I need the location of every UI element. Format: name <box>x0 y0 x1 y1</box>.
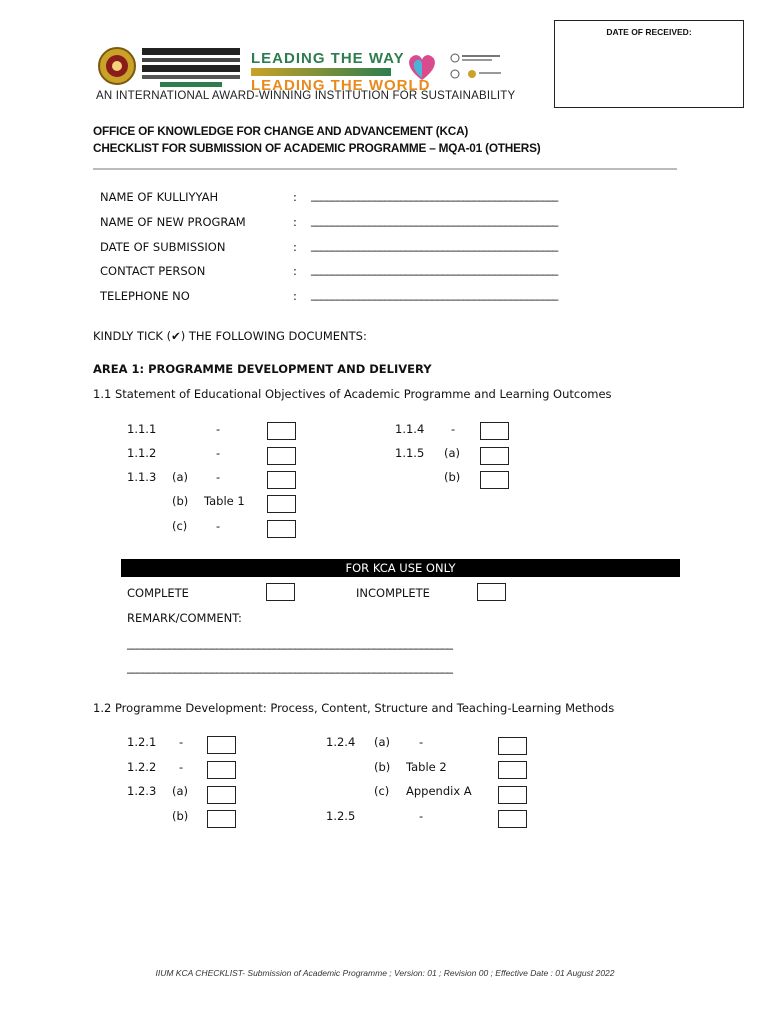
checkbox-1-2-5[interactable] <box>498 810 527 828</box>
header-divider <box>93 168 677 170</box>
remark-label: REMARK/COMMENT: <box>127 611 242 625</box>
field-label-submission-date: DATE OF SUBMISSION <box>100 240 226 254</box>
item-sub-a: (a) <box>172 470 189 484</box>
section-1-2-title: 1.2 Programme Development: Process, Content, Structure and Teaching-Learning Methods <box>93 701 615 715</box>
date-received-label: DATE OF RECEIVED: <box>606 27 692 37</box>
checkbox-1-2-4a[interactable] <box>498 737 527 755</box>
item-number: 1.2.5 <box>326 809 356 823</box>
item-number: 1.2.4 <box>326 735 356 749</box>
item-sub-a: (a) <box>172 784 189 798</box>
item-number: 1.1.1 <box>127 422 157 436</box>
complete-checkbox[interactable] <box>266 583 295 601</box>
page-footer: IIUM KCA CHECKLIST- Submission of Academic Programme ; Version: 01 ; Revision 00 ; Effective Date : 01 August 2022 <box>155 968 615 978</box>
date-received-box <box>554 20 744 108</box>
complete-label: COMPLETE <box>127 586 189 600</box>
item-dash: - <box>179 760 184 774</box>
item-sub-b: (b) <box>172 494 189 508</box>
checkbox-1-1-5a[interactable] <box>480 447 509 465</box>
checkbox-1-2-4b[interactable] <box>498 761 527 779</box>
checkbox-1-1-2[interactable] <box>267 447 296 465</box>
field-colon: : <box>293 240 297 254</box>
section-1-1-title: 1.1 Statement of Educational Objectives of Academic Programme and Learning Outcomes <box>93 387 612 401</box>
checkbox-1-1-3a[interactable] <box>267 471 296 489</box>
field-label-contact: CONTACT PERSON <box>100 264 206 278</box>
checkbox-1-2-1[interactable] <box>207 736 236 754</box>
item-appendix-ref: Appendix A <box>406 784 472 798</box>
field-colon: : <box>293 264 297 278</box>
field-label-kulliyyah: NAME OF KULLIYYAH <box>100 190 219 204</box>
checkbox-1-1-3b[interactable] <box>267 495 296 513</box>
checkbox-1-1-5b[interactable] <box>480 471 509 489</box>
item-table-ref: Table 2 <box>406 760 447 774</box>
incomplete-label: INCOMPLETE <box>356 586 430 600</box>
contact-blank[interactable]: _______________________________________________ <box>311 262 558 276</box>
item-dash: - <box>216 422 221 436</box>
item-sub-c: (c) <box>172 519 188 533</box>
slogan-line-2: LEADING THE WORLD <box>251 77 431 94</box>
item-dash: - <box>419 809 424 823</box>
institution-tagline: AN INTERNATIONAL AWARD-WINNING INSTITUTION FOR SUSTAINABILITY <box>96 90 516 102</box>
partner-logos <box>449 52 505 86</box>
kulliyyah-blank[interactable]: _______________________________________________ <box>311 188 558 202</box>
program-blank[interactable]: _______________________________________________ <box>311 213 558 227</box>
checkbox-1-2-3a[interactable] <box>207 786 236 804</box>
item-number: 1.2.2 <box>127 760 157 774</box>
item-number: 1.2.3 <box>127 784 157 798</box>
field-colon: : <box>293 289 297 303</box>
item-number: 1.1.5 <box>395 446 425 460</box>
item-sub-b: (b) <box>374 760 391 774</box>
item-dash: - <box>179 735 184 749</box>
area1-title: AREA 1: PROGRAMME DEVELOPMENT AND DELIVERY <box>93 362 432 376</box>
checklist-title: CHECKLIST FOR SUBMISSION OF ACADEMIC PROGRAMME – MQA-01 (OTHERS) <box>93 141 541 155</box>
item-sub-a: (a) <box>374 735 391 749</box>
field-label-program: NAME OF NEW PROGRAM <box>100 215 246 229</box>
heart-logo <box>404 52 440 82</box>
tick-instructions: KINDLY TICK (✔) THE FOLLOWING DOCUMENTS: <box>93 329 367 343</box>
checkbox-1-2-3b[interactable] <box>207 810 236 828</box>
item-dash: - <box>216 519 221 533</box>
field-colon: : <box>293 190 297 204</box>
telephone-blank[interactable]: _______________________________________________ <box>311 287 558 301</box>
slogan-divider <box>251 68 391 76</box>
item-sub-a: (a) <box>444 446 461 460</box>
item-dash: - <box>216 470 221 484</box>
university-arabic-logotype <box>140 46 242 88</box>
item-number: 1.1.3 <box>127 470 157 484</box>
incomplete-checkbox[interactable] <box>477 583 506 601</box>
checkbox-1-1-4[interactable] <box>480 422 509 440</box>
item-number: 1.1.2 <box>127 446 157 460</box>
remark-line[interactable]: ______________________________________________________________ <box>127 636 453 650</box>
item-number: 1.1.4 <box>395 422 425 436</box>
checkbox-1-1-1[interactable] <box>267 422 296 440</box>
kca-use-only-bar: FOR KCA USE ONLY <box>121 559 680 577</box>
submission-date-blank[interactable]: _______________________________________________ <box>311 238 558 252</box>
item-sub-c: (c) <box>374 784 390 798</box>
university-crest-logo <box>97 46 137 86</box>
item-sub-b: (b) <box>444 470 461 484</box>
checkbox-1-2-4c[interactable] <box>498 786 527 804</box>
checkbox-1-2-2[interactable] <box>207 761 236 779</box>
item-sub-b: (b) <box>172 809 189 823</box>
item-number: 1.2.1 <box>127 735 157 749</box>
field-label-telephone: TELEPHONE NO <box>100 289 190 303</box>
item-table-ref: Table 1 <box>204 494 245 508</box>
item-dash: - <box>451 422 456 436</box>
item-dash: - <box>419 735 424 749</box>
item-dash: - <box>216 446 221 460</box>
office-title: OFFICE OF KNOWLEDGE FOR CHANGE AND ADVANCEMENT (KCA) <box>93 124 469 138</box>
remark-line[interactable]: ______________________________________________________________ <box>127 660 453 674</box>
checkbox-1-1-3c[interactable] <box>267 520 296 538</box>
field-colon: : <box>293 215 297 229</box>
slogan-line-1: LEADING THE WAY <box>251 50 405 67</box>
